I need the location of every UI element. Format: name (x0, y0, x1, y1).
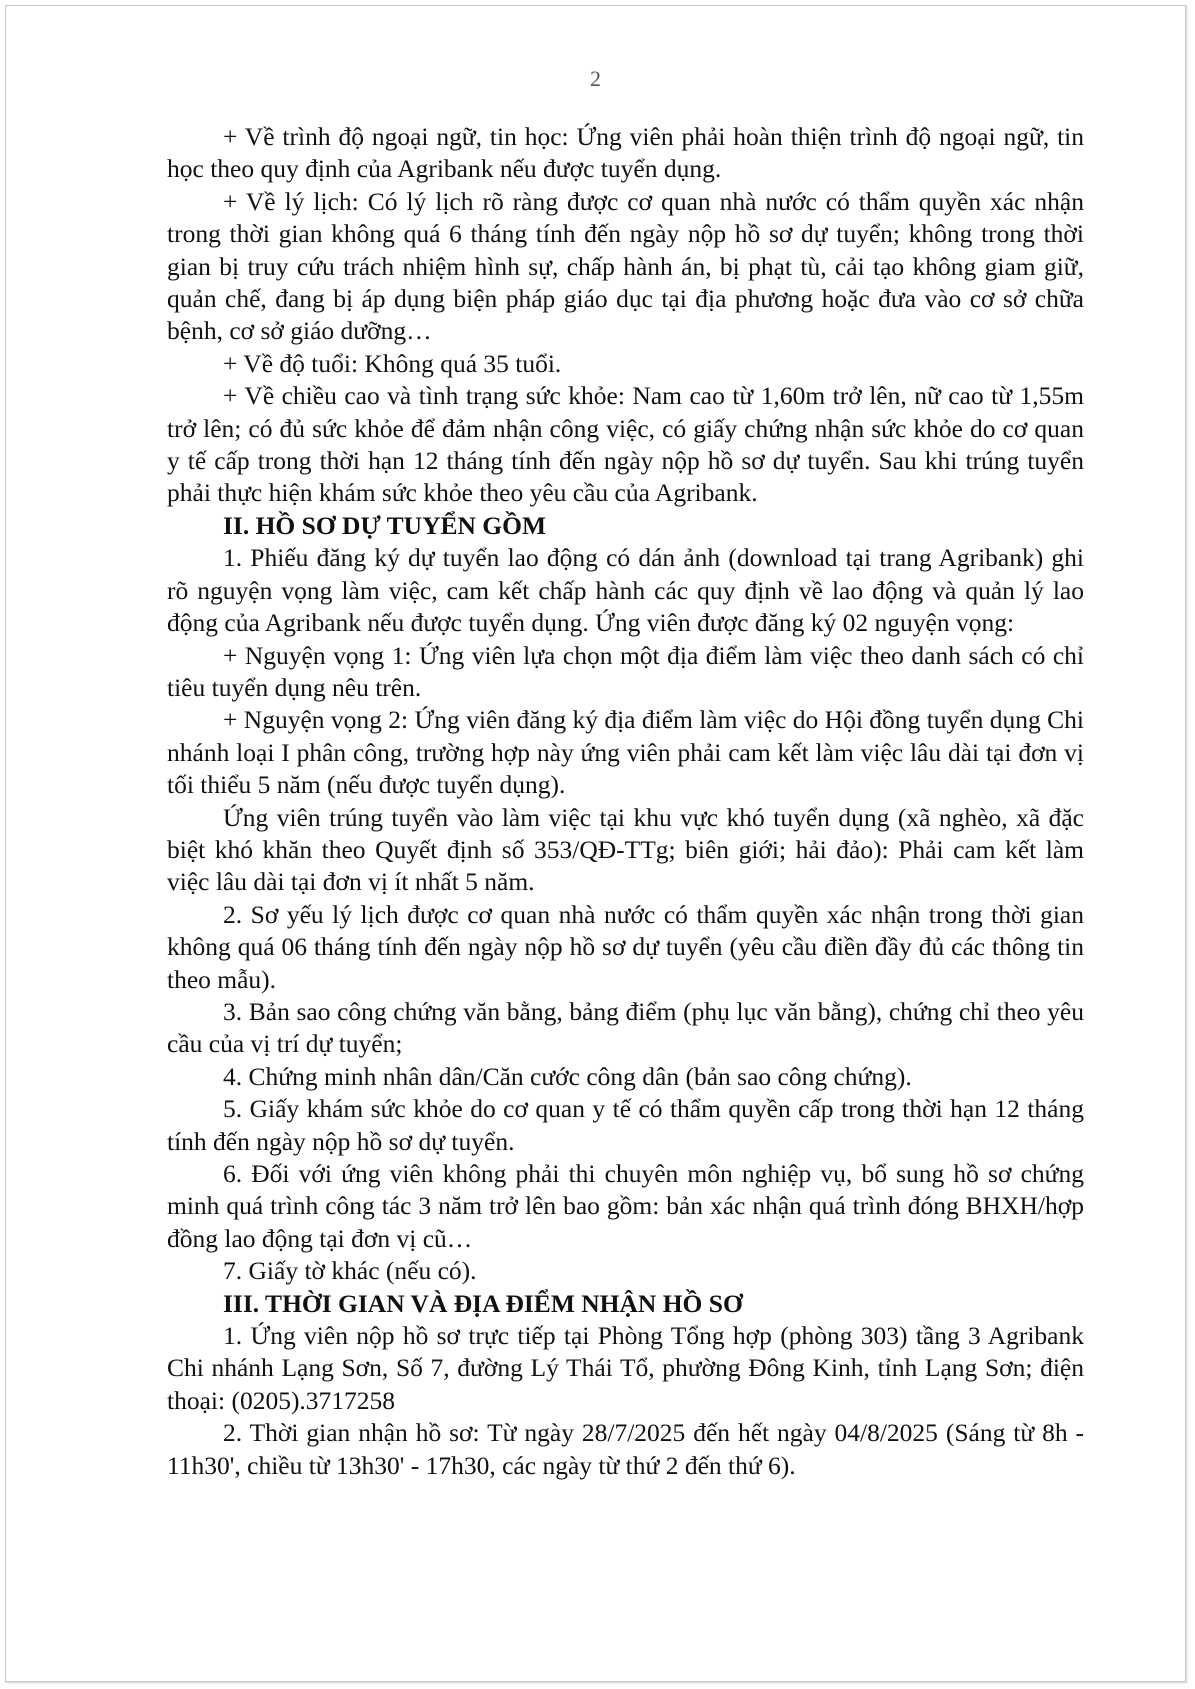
document-page (5, 5, 1186, 1682)
paragraph-hard-area-commitment: Ứng viên trúng tuyển vào làm việc tại khu vực khó tuyển dụng (xã nghèo, xã đặc biệt khó khăn theo Quyết định số 353/QĐ-TTg; biên giới; hải đảo): Phải cam kết làm việc lâu dài tại đơn vị ít nhất 5 năm. (167, 802, 1084, 897)
paragraph-language-it: + Về trình độ ngoại ngữ, tin học: Ứng viên phải hoàn thiện trình độ ngoại ngữ, tin học theo quy định của Agribank nếu được tuyển dụng. (167, 122, 1084, 184)
paragraph-item-6-work-history: 6. Đối với ứng viên không phải thi chuyên môn nghiệp vụ, bổ sung hồ sơ chứng minh quá trình công tác 3 năm trở lên bao gồm: bản xác nhận quá trình đóng BHXH/hợp đồng lao động tại đơn vị cũ… (167, 1159, 1084, 1253)
paragraph-submission-time: 2. Thời gian nhận hồ sơ: Từ ngày 28/7/2025 đến hết ngày 04/8/2025 (Sáng từ 8h - 11h30', chiều từ 13h30' - 17h30, các ngày từ thứ 2 đến thứ 6). (167, 1418, 1084, 1480)
paragraph-background: + Về lý lịch: Có lý lịch rõ ràng được cơ quan nhà nước có thẩm quyền xác nhận trong thời gian không quá 6 tháng tính đến ngày nộp hồ sơ dự tuyển; không trong thời gian bị truy cứu trách nhiệm hình sự, chấp hành án, bị phạt tù, cải tạo không giam giữ, quản chế, đang bị áp dụng biện pháp giáo dục tại địa phương hoặc đưa vào cơ sở chữa bệnh, cơ sở giáo dưỡng… (167, 186, 1084, 346)
paragraph-item-2-cv: 2. Sơ yếu lý lịch được cơ quan nhà nước có thẩm quyền xác nhận trong thời gian không quá 06 tháng tính đến ngày nộp hồ sơ dự tuyển (yêu cầu điền đầy đủ các thông tin theo mẫu). (167, 899, 1084, 994)
paragraph-submission-location: 1. Ứng viên nộp hồ sơ trực tiếp tại Phòng Tổng hợp (phòng 303) tầng 3 Agribank Chi nhánh Lạng Sơn, Số 7, đường Lý Thái Tổ, phường Đông Kinh, tỉnh Lạng Sơn; điện thoại: (0205).3717258 (167, 1321, 1084, 1415)
section-heading-documents: II. HỒ SƠ DỰ TUYỂN GỒM (223, 510, 547, 540)
paragraph-item-4-id-card: 4. Chứng minh nhân dân/Căn cước công dân (bản sao công chứng). (223, 1061, 912, 1091)
paragraph-item-7-other-papers: 7. Giấy tờ khác (nếu có). (223, 1256, 477, 1286)
paragraph-preference-2: + Nguyện vọng 2: Ứng viên đăng ký địa điểm làm việc do Hội đồng tuyển dụng Chi nhánh loại I phân công, trường hợp này ứng viên phải cam kết làm việc lâu dài tại đơn vị tối thiểu 5 năm (nếu được tuyển dụng). (167, 705, 1084, 800)
paragraph-item-1-application-form: 1. Phiếu đăng ký dự tuyển lao động có dán ảnh (download tại trang Agribank) ghi rõ nguyện vọng làm việc, cam kết chấp hành các quy định về lao động và quản lý lao động của Agribank nếu được tuyển dụng. Ứng viên được đăng ký 02 nguyện vọng: (167, 543, 1084, 638)
document-body (167, 121, 1084, 1482)
paragraph-age: + Về độ tuổi: Không quá 35 tuổi. (223, 348, 562, 378)
paragraph-item-3-diplomas: 3. Bản sao công chứng văn bằng, bảng điểm (phụ lục văn bằng), chứng chỉ theo yêu cầu của vị trí dự tuyển; (167, 996, 1084, 1059)
paragraph-preference-1: + Nguyện vọng 1: Ứng viên lựa chọn một địa điểm làm việc theo danh sách có chỉ tiêu tuyển dụng nêu trên. (167, 640, 1084, 702)
page-number: 2 (590, 66, 601, 91)
section-heading-submission: III. THỜI GIAN VÀ ĐỊA ĐIỂM NHẬN HỒ SƠ (223, 1288, 743, 1318)
paragraph-item-5-health-certificate: 5. Giấy khám sức khỏe do cơ quan y tế có thẩm quyền cấp trong thời hạn 12 tháng tính đến ngày nộp hồ sơ dự tuyển. (167, 1094, 1084, 1156)
paragraph-height-health: + Về chiều cao và tình trạng sức khỏe: Nam cao từ 1,60m trở lên, nữ cao từ 1,55m trở lên; có đủ sức khỏe để đảm nhận công việc, có giấy chứng nhận sức khỏe do cơ quan y tế cấp trong thời hạn 12 tháng tính đến ngày nộp hồ sơ dự tuyển. Sau khi trúng tuyển phải thực hiện khám sức khỏe theo yêu cầu của Agribank. (167, 381, 1084, 508)
